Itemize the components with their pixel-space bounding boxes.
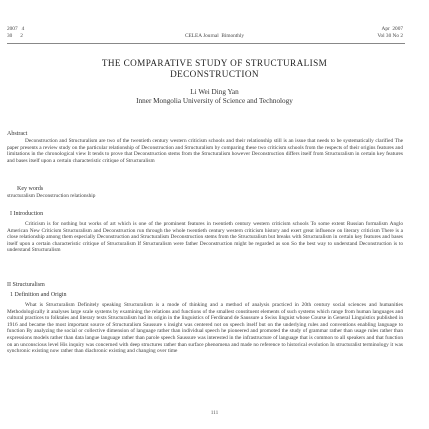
header-left-line1: 2007 4 [7,26,25,32]
abstract-heading: Abstract [7,131,28,137]
header-right-line2: Vol 30 No 2 [377,33,403,39]
author-names: Li Wei Ding Yan [190,88,239,96]
article-title-line1: THE COMPARATIVE STUDY OF STRUCTURALISM [101,58,328,68]
introduction-section [7,211,403,254]
header-journal-name: CELEA Journal Bimonthly [184,33,244,39]
header-rule [7,43,405,44]
keywords-block [7,186,403,200]
article-title-line2: DECONSTRUCTION [170,69,259,79]
header-right-line1: Apr 2007 [381,26,403,32]
abstract-text: Deconstruction and Structuralism are two of the twentieth century western criticism schools and their relationship still is an issue that needs to be systematically clarified The paper presents a review study on the particular relationship of Deconstruction and Structuralism by comparing these two criticism schools from the respects of their origins features and limitations in the chronological view It tends to prove that Deconstruction stems from the Structuralism however Deconstruction differs itself from Structuralism in certain key features and bases itself upon a certain characteristic critique of Structuralism [7,138,403,164]
introduction-heading: I Introduction [10,211,44,217]
keywords-heading: Key words [17,186,44,192]
introduction-text: Criticism is for nothing but works of art which is one of the prominent features in twentieth century western criticism schools To some extent Russian formalism Anglo American New Criticism Structuralism and Deconstruction run through the whole twentieth century western criticism history and exert great influence on literary criticism There is a close relationship among them especially Deconstruction and Structuralism Deconstruction stems from the Structuralism but breaks with Structuralism in certain key features and bases itself upon a certain characteristic critique of Structuralism If Structuralism were father Deconstruction might be regarded as son So the best way to understand Deconstruction is to understand Structuralism [7,221,403,254]
keywords-text: structuralism Deconstruction relationship [7,193,96,199]
definition-heading: 1 Definition and Origin [10,292,67,298]
structuralism-section [7,282,403,355]
definition-text: What is Structuralism Definitely speaking Structuralism is a mode of thinking and a method of analysis practiced in 20th century social sciences and humanities Methodologically it analyses large scale systems by examining the relations and functions of the smallest constituent elements of such systems which range from human languages and cultural practices to folktales and literary texts Structuralism had its origin in the linguistics of Ferdinand de Saussure a Swiss linguist whose Course in General Linguistics published in 1916 and became the most important source of Structuralism Saussure s insight was centered not on speech itself but on the underlying rules and conventions enabling language to function By analyzing the social or collective dimension of language rather than individual speech he pioneered and promoted the study of grammar rather than usage rules rather than expressions models rather than data langue language rather than parole speech Saussure was interested in the infrastructure of language that is common to all speakers and that function on an unconscious level His inquiry was concerned with deep structures rather than surface phenomena and made no reference to historical evolution In structuralist terminology it was synchronic existing now rather than diachronic existing and changing over time [7,302,403,355]
page-number: 111 [210,410,219,416]
header-left-line2: 30 2 [7,33,23,39]
author-affiliation: Inner Mongolia University of Science and Technology [136,97,293,105]
author-block [0,88,429,106]
structuralism-heading: II Structuralism [7,282,45,288]
article-title [0,58,429,80]
abstract-block [7,131,403,164]
